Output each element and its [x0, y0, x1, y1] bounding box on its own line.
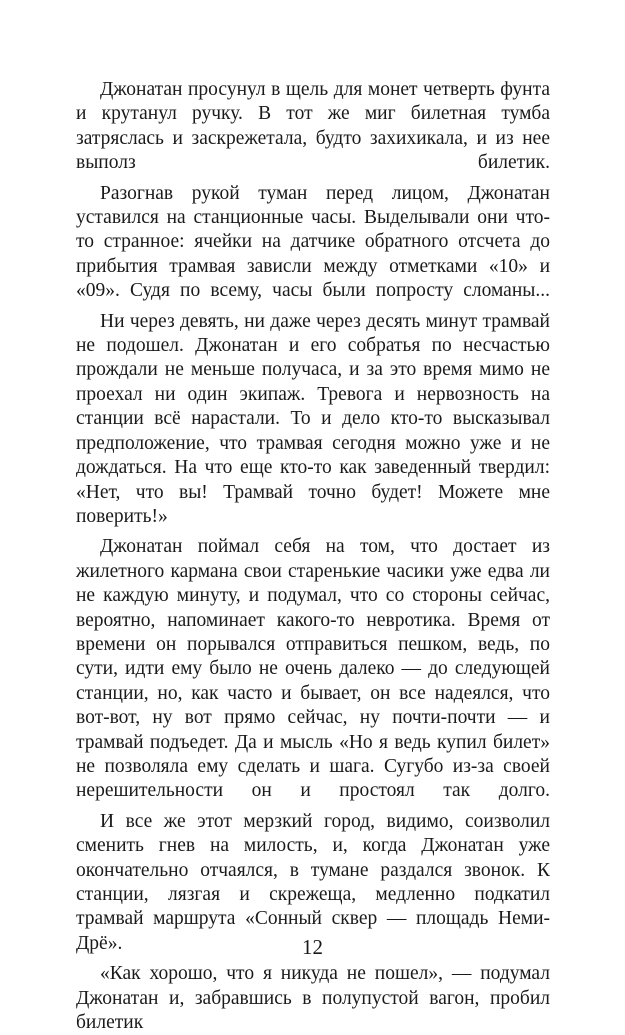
paragraph: И все же этот мерзкий город, видимо, соизволил сменить гнев на милость, и, когда Джонатан уже окончательно отчаялся, в тумане раздался звонок. К станции, лязгая и скрежеща, медленно подкатил трамвай маршрута «Сонный сквер — площадь Неми-Дрё». — [76, 810, 550, 954]
body-text — [76, 78, 550, 1035]
paragraph: Ни через девять, ни даже через десять минут трамвай не подошел. Джонатан и его собратья по несчастью прождали не меньше получаса, и за это время мимо не проехал ни один экипаж. Тревога и нервозность на станции всё нарастали. То и дело кто-то высказывал предположение, что трамвая сегодня можно уже и не дождаться. На что еще кто-то как заведенный твердил: «Нет, что вы! Трамвай точно будет! Можете мне поверить!» — [76, 310, 550, 527]
paragraph: Разогнав рукой туман перед лицом, Джонатан уставился на станционные часы. Выделывали они что-то странное: ячейки на датчике обратного отсчета до прибытия трамвая зависли между отметками «10» и «09». Судя по всему, часы были попросту сломаны... — [76, 182, 550, 302]
paragraph: «Как хорошо, что я никуда не пошел», — подумал Джонатан и, забравшись в полупустой вагон, пробил билетик — [76, 963, 550, 1034]
paragraph: Джонатан поймал себя на том, что достает из жилетного кармана свои старенькие часики уже едва ли не каждую минуту, и подумал, что со стороны сейчас, вероятно, напоминает какого-то невротика. Время от времени он порывался отправиться пешком, ведь, по сути, идти ему было не очень далеко — до следующей станции, но, как часто и бывает, он все надеялся, что вот-вот, ну вот прямо сейчас, ну почти-почти — и трамвай подъедет. Да и мысль «Но я ведь купил билет» не позволяла ему сделать и шага. Сугубо из-за своей нерешительности он и простоял так долго. — [76, 536, 550, 802]
paragraph: Джонатан просунул в щель для монет четверть фунта и крутанул ручку. В тот же миг билетная тумба затряслась и заскрежетала, будто захихикала, и из нее выполз билетик. — [76, 79, 550, 174]
page-number: 12 — [302, 935, 323, 959]
